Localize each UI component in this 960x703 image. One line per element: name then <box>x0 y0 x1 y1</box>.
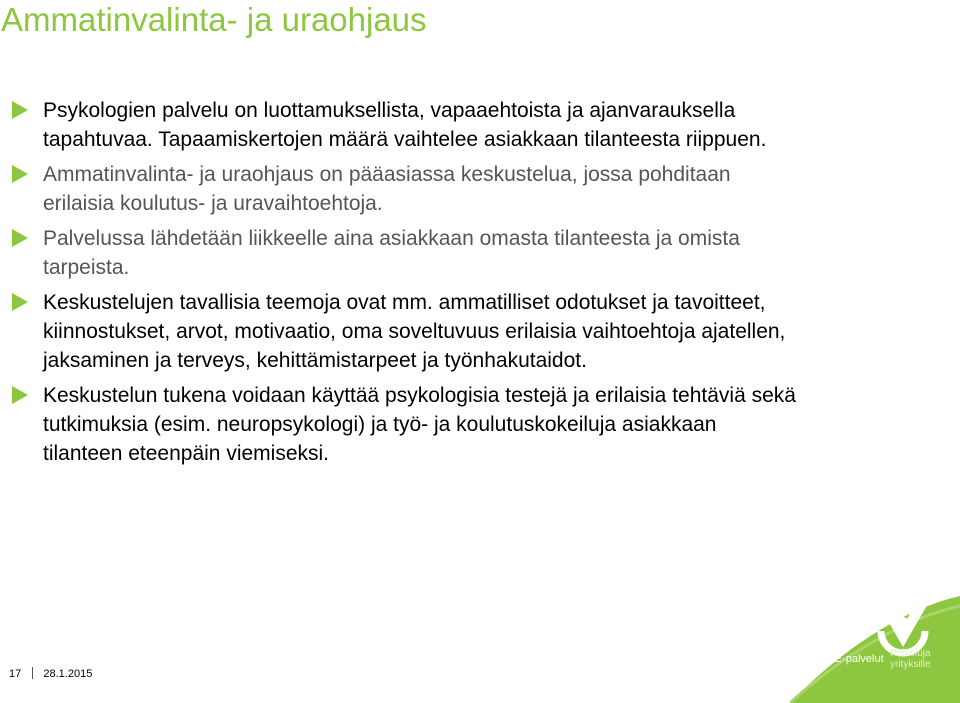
triangle-right-icon <box>12 101 30 119</box>
bullet-text: Ammatinvalinta- ja uraohjaus on pääasiassa keskustelua, jossa pohditaan erilaisia koulutus- ja uravaihtoehtoja. <box>43 163 731 215</box>
bullet-item <box>0 160 800 218</box>
triangle-right-icon <box>12 229 30 247</box>
brand-name: TE-palvelut <box>828 653 884 665</box>
brand-tagline <box>890 648 931 670</box>
bullet-item <box>0 288 800 375</box>
bullet-text: Psykologien palvelu on luottamuksellista, vapaaehtoista ja ajanvarauksella tapahtuvaa. Tapaamiskertojen määrä vaihtelee asiakkaan tilanteesta riippuen. <box>43 99 767 151</box>
bullet-text: Keskustelun tukena voidaan käyttää psykologisia testejä ja erilaisia tehtäviä sekä tutkimuksia (esim. neuropsykologi) ja työ- ja koulutuskokeiluja asiakkaan tilanteen eteenpäin viemiseksi. <box>43 384 796 465</box>
brand-tagline-line: yrityksille <box>890 659 931 670</box>
triangle-right-icon <box>12 165 30 183</box>
brand-tagline-line: Palveluja <box>890 648 931 659</box>
bullet-item <box>0 381 800 468</box>
bullet-text: Keskustelujen tavallisia teemoja ovat mm. ammatilliset odotukset ja tavoitteet, kiinnostukset, arvot, motivaatio, oma soveltuvuus erilaisia vaihtoehtoja ajatellen, jaksaminen ja terveys, kehittämistarpeet ja työnhakutaidot. <box>43 291 786 372</box>
triangle-right-icon <box>12 386 30 404</box>
bullet-text: Palvelussa lähdetään liikkeelle aina asiakkaan omasta tilanteesta ja omista tarpeista. <box>43 227 740 279</box>
brand-logo-area <box>790 588 960 703</box>
bullet-item <box>0 96 800 154</box>
bullet-list <box>0 96 800 474</box>
footer-divider <box>32 667 33 679</box>
page-number: 17 <box>9 668 22 680</box>
footer-date: 28.1.2015 <box>43 668 93 680</box>
bullet-item <box>0 224 800 282</box>
slide-title: Ammatinvalinta- ja uraohjaus <box>1 1 427 38</box>
triangle-right-icon <box>12 293 30 311</box>
te-palvelut-logo-icon <box>790 588 960 703</box>
slide-footer <box>0 667 92 680</box>
